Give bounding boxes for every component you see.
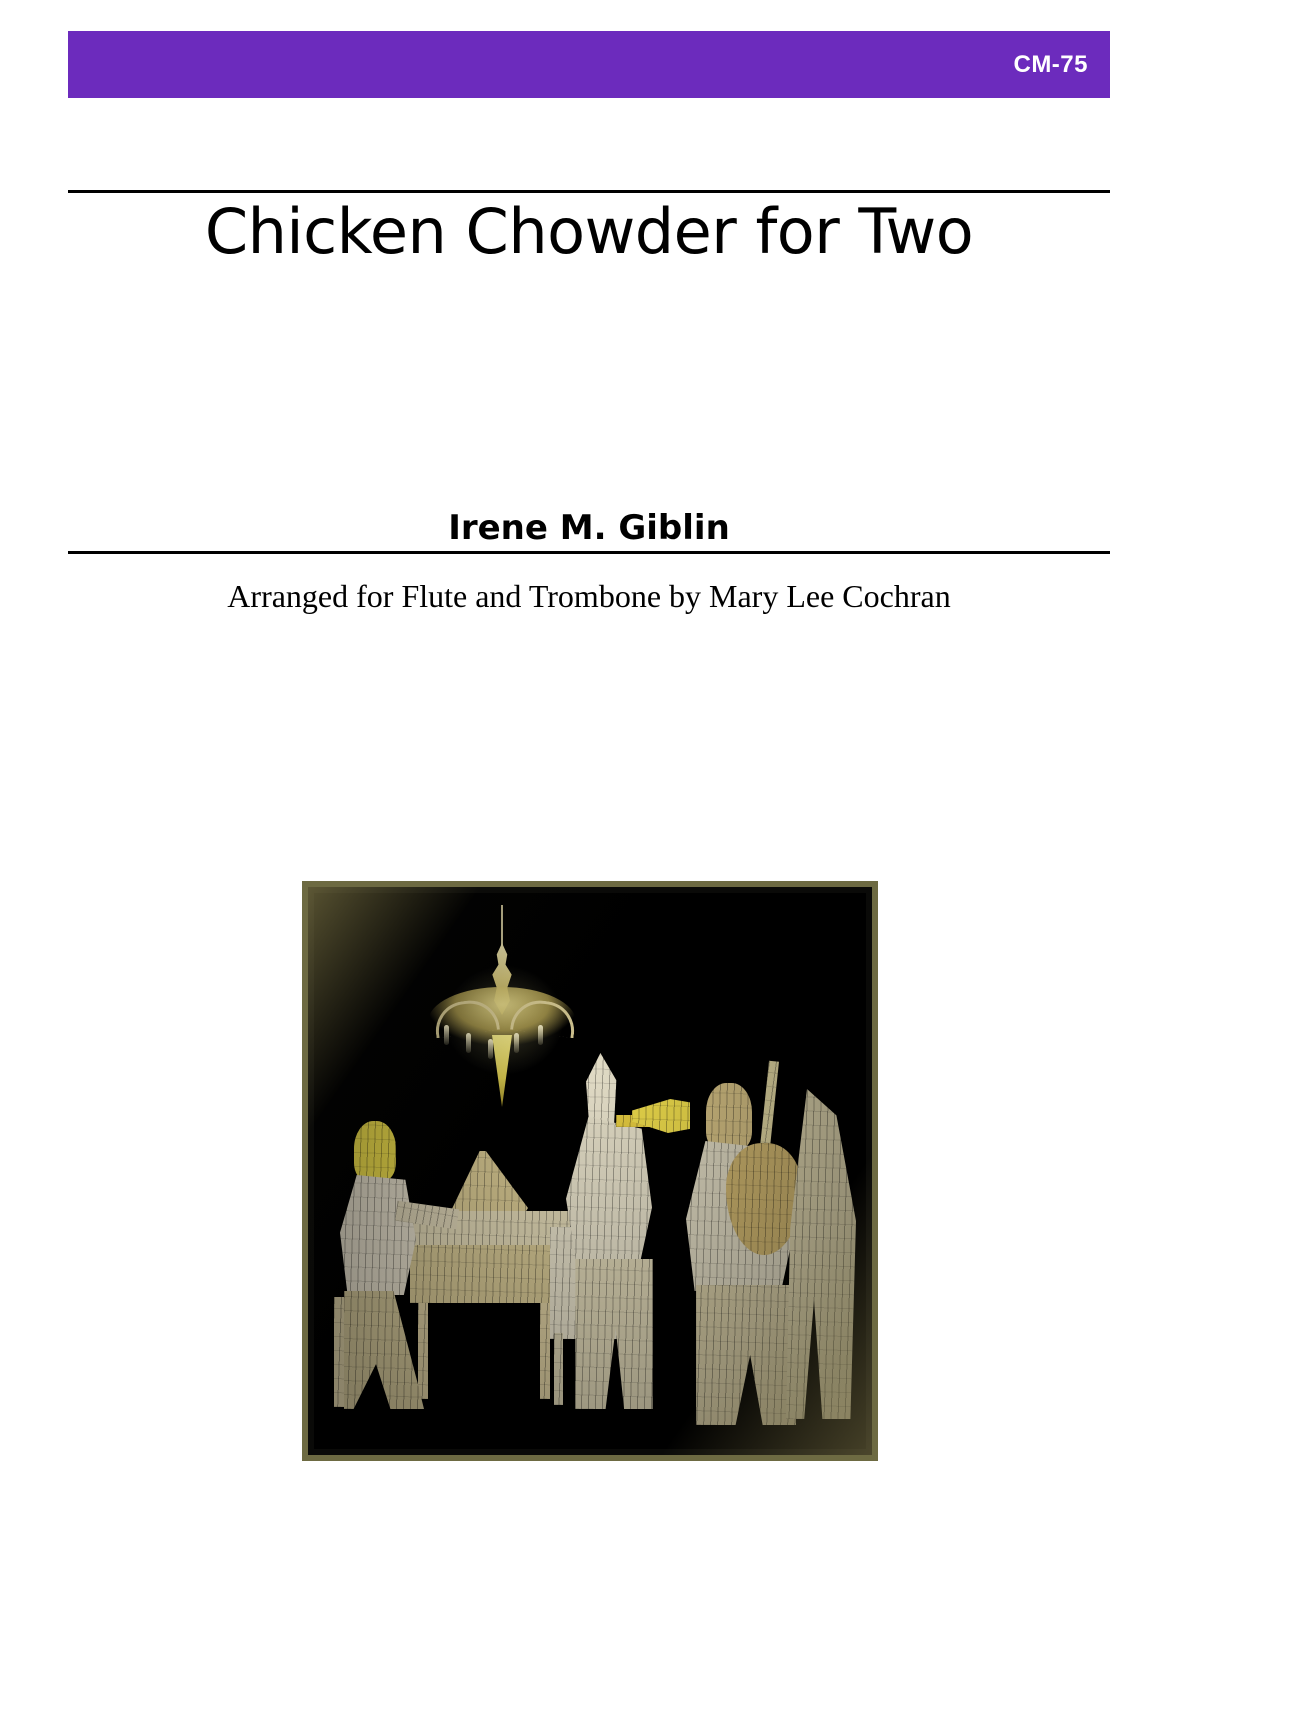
piano-body-shape	[410, 1245, 560, 1303]
title-rule-bottom	[68, 551, 1110, 554]
catalog-header-band	[68, 31, 1110, 98]
chandelier-crystal	[466, 1033, 471, 1053]
chandelier-cord	[501, 905, 503, 947]
music-stand-shape	[450, 1151, 528, 1213]
cover-artwork	[302, 881, 878, 1461]
piano-leg-shape	[418, 1303, 428, 1399]
catalog-number: CM-75	[1013, 50, 1088, 78]
chandelier-crystal	[514, 1033, 519, 1053]
bassist-legs-shape	[694, 1285, 798, 1425]
horn-bell-shape	[632, 1099, 690, 1133]
piano-leg-shape	[540, 1303, 550, 1399]
title-rule-top	[68, 190, 1110, 193]
bassist-head-shape	[706, 1083, 752, 1149]
chandelier-crystal	[538, 1025, 543, 1045]
pianist-body-shape	[340, 1175, 416, 1295]
composer-name: Irene M. Giblin	[448, 508, 730, 548]
pianist-legs-shape	[344, 1291, 424, 1409]
hornplayer-body-shape	[566, 1117, 652, 1263]
hornplayer-legs-shape	[572, 1259, 656, 1409]
page-title: Chicken Chowder for Two	[204, 195, 974, 268]
artwork-canvas	[314, 893, 866, 1449]
pianist-head-shape	[354, 1121, 396, 1181]
chandelier-crystal	[488, 1039, 493, 1059]
chandelier-icon	[422, 905, 582, 1110]
chandelier-crystal	[444, 1025, 449, 1045]
arranger-credit: Arranged for Flute and Trombone by Mary Lee Cochran	[227, 578, 951, 614]
chair-leg-shape	[554, 1333, 563, 1405]
fourth-figure-shape	[786, 1089, 856, 1419]
